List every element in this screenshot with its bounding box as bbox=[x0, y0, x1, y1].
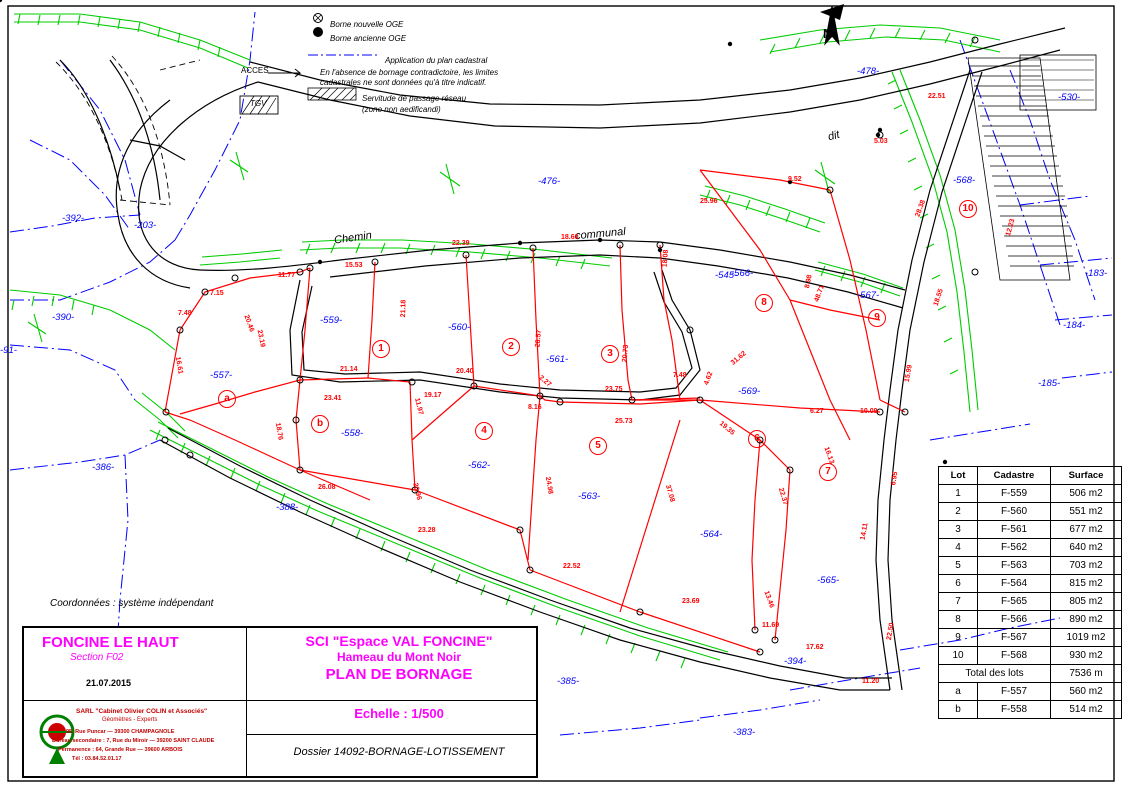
lot-marker-7: 7 bbox=[819, 463, 837, 481]
legend-item-borne-ancienne: Borne ancienne OGE bbox=[330, 34, 407, 43]
cell-cadastre: F-566 bbox=[978, 611, 1051, 629]
dimension-label: 4.62 bbox=[703, 370, 715, 387]
dimension-label: 19.17 bbox=[424, 392, 442, 399]
cell-lot: a bbox=[939, 683, 978, 701]
table-header-row bbox=[939, 467, 1122, 485]
legend-item-cadastre: Application du plan cadastral bbox=[385, 56, 488, 65]
lot-marker-6: 6 bbox=[748, 430, 766, 448]
cell-surface: 514 m2 bbox=[1051, 701, 1122, 719]
table-row bbox=[939, 485, 1122, 503]
legend-cadastre-note: En l'absence de bornage contradictoire, les limites cadastrales ne sont données qu'à titre indicatif. bbox=[320, 68, 499, 87]
table-row bbox=[939, 611, 1122, 629]
lot-marker-5: 5 bbox=[589, 437, 607, 455]
parcel-label-392: -392- bbox=[62, 213, 85, 224]
lot-marker-1: 1 bbox=[372, 340, 390, 358]
dimension-label: 20.46 bbox=[242, 314, 256, 333]
cell-surface: 890 m2 bbox=[1051, 611, 1122, 629]
table-total-row bbox=[939, 665, 1122, 683]
parcel-label-565: -565- bbox=[817, 575, 840, 586]
dimension-label: 9.52 bbox=[788, 176, 802, 183]
cabinet-name: SARL "Cabinet Olivier COLIN et Associés" bbox=[76, 708, 208, 715]
cell-lot: 5 bbox=[939, 557, 978, 575]
parcel-label-390: -390- bbox=[52, 312, 75, 323]
dimension-label: 8.98 bbox=[803, 274, 814, 289]
road-label-chemin: Chemin bbox=[333, 229, 373, 247]
dimension-label: 16.13 bbox=[822, 446, 836, 465]
dimension-label: 28.38 bbox=[914, 199, 928, 218]
parcel-label-557: -557- bbox=[210, 370, 233, 381]
parcel-label-562: -562- bbox=[468, 460, 491, 471]
dimension-label: 22.51 bbox=[928, 93, 946, 100]
scale-label: Echelle : 1/500 bbox=[354, 706, 444, 721]
compass-north-label: N bbox=[823, 26, 833, 41]
lot-surface-table bbox=[938, 466, 1122, 719]
table-row bbox=[939, 647, 1122, 665]
cell-lot: 10 bbox=[939, 647, 978, 665]
parcel-label-561: -561- bbox=[546, 354, 569, 365]
dimension-label: 17.62 bbox=[806, 644, 824, 651]
dimension-label: 23.28 bbox=[418, 527, 436, 534]
cell-lot: 3 bbox=[939, 521, 978, 539]
table-row bbox=[939, 629, 1122, 647]
map-legend bbox=[300, 8, 600, 123]
parcel-label-560: -560- bbox=[448, 322, 471, 333]
parcel-label-569: -569- bbox=[738, 386, 761, 397]
cabinet-address-1: 95, Rue Puncar — 39300 CHAMPAGNOLE bbox=[66, 729, 175, 735]
dimension-label: 21.18 bbox=[399, 299, 408, 318]
parcel-label-388: -388- bbox=[276, 502, 299, 513]
cell-surface: 805 m2 bbox=[1051, 593, 1122, 611]
cell-cadastre: F-561 bbox=[978, 521, 1051, 539]
lot-marker-b: b bbox=[311, 415, 329, 433]
cell-lot: 6 bbox=[939, 575, 978, 593]
dimension-label: 22.52 bbox=[563, 563, 581, 570]
table-row bbox=[939, 701, 1122, 719]
dimension-label: 48.71 bbox=[813, 284, 827, 303]
cell-lot: 9 bbox=[939, 629, 978, 647]
parcel-label-203: -203- bbox=[134, 220, 157, 231]
cell-surface: 815 m2 bbox=[1051, 575, 1122, 593]
dimension-label: 20.40 bbox=[456, 368, 474, 375]
table-header-lot: Lot bbox=[939, 467, 978, 485]
parcel-label-567: -567- bbox=[857, 290, 880, 301]
dimension-label: 23.41 bbox=[324, 395, 342, 402]
parcel-label-566: -566- bbox=[731, 268, 754, 279]
section-label: Section F02 bbox=[70, 652, 124, 663]
dimension-label: 21.14 bbox=[340, 366, 358, 373]
dimension-label: 5.03 bbox=[874, 138, 888, 145]
cell-surface: 1019 m2 bbox=[1051, 629, 1122, 647]
parcel-label-568: -568- bbox=[953, 175, 976, 186]
acces-label: ACCES bbox=[241, 66, 269, 75]
title-block bbox=[22, 626, 538, 778]
parcel-label-385: -385- bbox=[557, 676, 580, 687]
cabinet-address-3: Permanence : 64, Grande Rue — 39600 ARBOIS bbox=[58, 747, 183, 753]
parcel-label-563: -563- bbox=[578, 491, 601, 502]
cell-surface: 551 m2 bbox=[1051, 503, 1122, 521]
parcel-label-478: -478- bbox=[857, 66, 880, 77]
dimension-label: 28.57 bbox=[534, 329, 544, 348]
parcel-label-394: -394- bbox=[784, 656, 807, 667]
cell-surface: 703 m2 bbox=[1051, 557, 1122, 575]
dimension-label: 11.69 bbox=[762, 622, 780, 629]
dimension-label: 22.37 bbox=[776, 487, 789, 506]
plan-title: PLAN DE BORNAGE bbox=[325, 666, 473, 683]
coordinates-note: Coordonnées : système indépendant bbox=[50, 598, 214, 609]
dimension-label: 23.69 bbox=[682, 598, 700, 605]
cell-lot: 8 bbox=[939, 611, 978, 629]
cabinet-subtitle: Géomètres - Experts bbox=[102, 717, 158, 723]
dimension-label: 18.55 bbox=[932, 288, 945, 307]
dimension-label: 12.23 bbox=[1004, 218, 1017, 237]
cell-cadastre: F-564 bbox=[978, 575, 1051, 593]
dimension-label: 37.08 bbox=[663, 484, 676, 503]
dimension-label: 15.53 bbox=[345, 262, 363, 269]
cell-lot: 7 bbox=[939, 593, 978, 611]
dimension-label: 23.75 bbox=[605, 386, 623, 393]
legend-servitude-note: (zone non aedificandi) bbox=[362, 105, 441, 114]
cell-total-label: Total des lots bbox=[939, 665, 1051, 683]
parcel-label-383: -383- bbox=[733, 727, 756, 738]
table-row bbox=[939, 593, 1122, 611]
parcel-label-386: -386- bbox=[92, 462, 115, 473]
commune-title: FONCINE LE HAUT bbox=[42, 634, 179, 651]
table-row bbox=[939, 575, 1122, 593]
dimension-label: 7.15 bbox=[210, 290, 224, 297]
cell-lot: 4 bbox=[939, 539, 978, 557]
dimension-label: 26.08 bbox=[318, 484, 336, 491]
cell-cadastre: F-563 bbox=[978, 557, 1051, 575]
dimension-label: 22.39 bbox=[452, 240, 470, 247]
dimension-label: 24.98 bbox=[543, 476, 554, 495]
lot-marker-8: 8 bbox=[755, 294, 773, 312]
dimension-label: 6.95 bbox=[890, 471, 900, 486]
cell-cadastre: F-565 bbox=[978, 593, 1051, 611]
hameau-name: Hameau du Mont Noir bbox=[336, 650, 461, 664]
dimension-label: 11.20 bbox=[862, 678, 880, 685]
cell-lot: 2 bbox=[939, 503, 978, 521]
lot-marker-4: 4 bbox=[475, 422, 493, 440]
parcel-label-530: -530- bbox=[1058, 92, 1081, 103]
dimension-label: 13.46 bbox=[762, 590, 776, 609]
dimension-label: 20.96 bbox=[411, 482, 423, 501]
cell-cadastre: F-559 bbox=[978, 485, 1051, 503]
dimension-label: 20.73 bbox=[621, 344, 631, 363]
dimension-label: 25.73 bbox=[615, 418, 633, 425]
dimension-label: 11.97 bbox=[413, 397, 425, 416]
dimension-label: 15.99 bbox=[903, 364, 914, 383]
dossier-block bbox=[246, 734, 536, 776]
divider bbox=[24, 700, 246, 701]
dimension-label: 22.50 bbox=[885, 622, 896, 641]
dimension-label: 18.76 bbox=[273, 422, 284, 441]
table-row bbox=[939, 557, 1122, 575]
dimension-label: 7.48 bbox=[178, 310, 192, 317]
cell-cadastre: F-558 bbox=[978, 701, 1051, 719]
table-header-surface: Surface bbox=[1051, 467, 1122, 485]
table-header-cadastre: Cadastre bbox=[978, 467, 1051, 485]
lot-marker-10: 10 bbox=[959, 200, 977, 218]
parcel-label-185: -185- bbox=[1038, 378, 1061, 389]
client-name: SCI "Espace VAL FONCINE" bbox=[305, 633, 493, 649]
dimension-label: 7.48 bbox=[673, 372, 687, 379]
cell-surface: 677 m2 bbox=[1051, 521, 1122, 539]
legend-item-borne-nouvelle: Borne nouvelle OGE bbox=[330, 20, 404, 29]
parcel-label-184: -184- bbox=[1063, 320, 1086, 331]
table-row bbox=[939, 539, 1122, 557]
cell-surface: 506 m2 bbox=[1051, 485, 1122, 503]
table-row bbox=[939, 521, 1122, 539]
cell-lot: b bbox=[939, 701, 978, 719]
cabinet-phone: Tél : 03.84.52.01.17 bbox=[72, 756, 122, 762]
table-row bbox=[939, 683, 1122, 701]
dimension-label: 14.11 bbox=[859, 522, 870, 541]
parcel-label-558: -558- bbox=[341, 428, 364, 439]
cell-lot: 1 bbox=[939, 485, 978, 503]
cell-cadastre: F-562 bbox=[978, 539, 1051, 557]
cell-cadastre: F-557 bbox=[978, 683, 1051, 701]
lot-marker-2: 2 bbox=[502, 338, 520, 356]
cell-total-value: 7536 m bbox=[1051, 665, 1122, 683]
parcel-label-559: -559- bbox=[320, 315, 343, 326]
plan-date: 21.07.2015 bbox=[86, 678, 132, 688]
parcel-label-545: -545- bbox=[715, 270, 738, 281]
cell-cadastre: F-568 bbox=[978, 647, 1051, 665]
dossier-label: Dossier 14092-BORNAGE-LOTISSEMENT bbox=[293, 746, 505, 758]
lot-marker-9: 9 bbox=[868, 309, 886, 327]
cabinet-address-2: Bureau secondaire : 7, Rue du Miroir — 39200 SAINT CLAUDE bbox=[52, 738, 215, 744]
parcel-label-91: -91- bbox=[0, 345, 17, 356]
dimension-label: 8.16 bbox=[528, 404, 542, 411]
dimension-label: 2.27 bbox=[537, 374, 553, 389]
client-block bbox=[246, 628, 536, 700]
dimension-label: 10.09 bbox=[860, 408, 878, 415]
dimension-label: 23.19 bbox=[255, 329, 267, 348]
parcel-label-183: -183- bbox=[1085, 268, 1108, 279]
parcel-label-564: -564- bbox=[700, 529, 723, 540]
dimension-label: 11.77 bbox=[278, 272, 296, 279]
road-label-communal: communal bbox=[574, 225, 627, 243]
dimension-label: 16.61 bbox=[173, 356, 184, 375]
legend-item-servitude: Servitude de passage réseau bbox=[362, 94, 467, 103]
dimension-label: 19.35 bbox=[717, 420, 736, 437]
dimension-label: 31.62 bbox=[729, 350, 748, 367]
lot-marker-a: a bbox=[218, 390, 236, 408]
lot-marker-3: 3 bbox=[601, 345, 619, 363]
road-label-dit: dit bbox=[826, 128, 841, 144]
cell-cadastre: F-560 bbox=[978, 503, 1051, 521]
parcel-label-476: -476- bbox=[538, 176, 561, 187]
cell-surface: 640 m2 bbox=[1051, 539, 1122, 557]
dimension-label: 18.08 bbox=[661, 249, 671, 268]
tgv-label: TGV bbox=[250, 99, 267, 108]
dimension-label: 25.96 bbox=[700, 198, 718, 205]
cell-cadastre: F-567 bbox=[978, 629, 1051, 647]
dimension-label: 6.27 bbox=[810, 408, 824, 415]
cell-surface: 930 m2 bbox=[1051, 647, 1122, 665]
cell-surface: 560 m2 bbox=[1051, 683, 1122, 701]
table-row bbox=[939, 503, 1122, 521]
dimension-label: 18.60 bbox=[561, 234, 579, 241]
scale-block bbox=[246, 700, 536, 734]
